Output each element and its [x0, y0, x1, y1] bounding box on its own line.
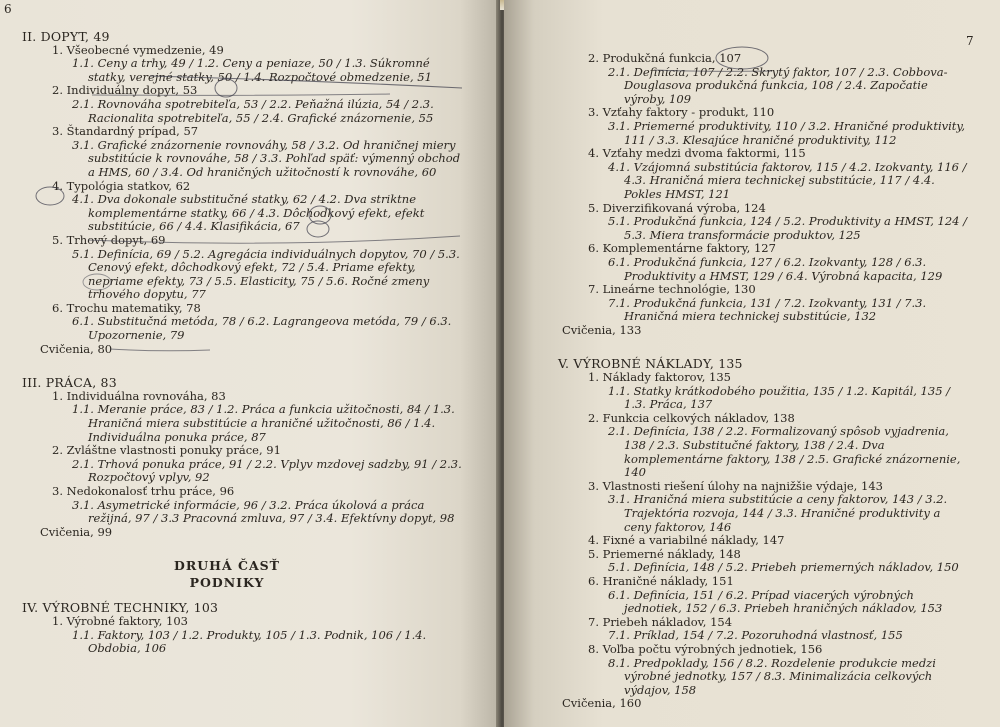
toc-subsections: 1.1. Ceny a trhy, 49 / 1.2. Ceny a peniaze, 50 / 1.3. Súkromné statky, verejné statky, 50 / 1.4. Rozpočtové obmedzenie, 51 — [72, 56, 432, 84]
toc-right — [558, 52, 968, 711]
toc-section: 3. Vlastnosti riešení úlohy na najnižšie výdaje, 143 — [588, 478, 883, 493]
exercises-entry: Cvičenia, 133 — [562, 322, 642, 337]
toc-section: 6. Hraničné náklady, 151 — [588, 573, 734, 588]
toc-section: 1. Náklady faktorov, 135 — [588, 370, 732, 385]
toc-section: 4. Vzťahy medzi dvoma faktormi, 115 — [588, 146, 806, 161]
toc-subsections: 2.1. Rovnováha spotrebiteľa, 53 / 2.2. Peňažná ilúzia, 54 / 2.3. Racionalita spotrebiteľa, 55 / 2.4. Grafické znázornenie, 55 — [72, 96, 434, 125]
toc-subsections: 8.1. Predpoklady, 156 / 8.2. Rozdelenie produkcie medzi výrobné jednotky, 157 / 8.3. Minimalizácia celkových výdajov, 158 — [608, 655, 936, 697]
toc-section: 3. Štandardný prípad, 57 — [52, 124, 199, 139]
toc-subsections: 1.1. Faktory, 103 / 1.2. Produkty, 105 / 1.3. Podnik, 106 / 1.4. Obdobia, 106 — [72, 627, 427, 656]
toc-subsections: 4.1. Vzájomná substitúcia faktorov, 115 / 4.2. Izokvanty, 116 / 4.3. Hraničná miera technickej substitúcie, 117 / 4.4. Pokles HMST, 121 — [608, 159, 967, 201]
toc-section: 7. Priebeh nákladov, 154 — [588, 614, 733, 629]
part-title: DRUHÁ ČASŤ — [174, 558, 280, 574]
toc-subsections: 4.1. Dva dokonale substitučné statky, 62 / 4.2. Dva striktne komplementárne statky, 66 / 4.3. Dôchodkový efekt, efekt substitúcie, 66 / 4.4. Klasifikácia, 67 — [72, 192, 425, 234]
toc-section: 1. Výrobné faktory, 103 — [52, 613, 188, 628]
toc-section: 2. Individuálny dopyt, 53 — [52, 83, 198, 98]
exercises-entry: Cvičenia, 80 — [40, 341, 113, 356]
toc-subsections: 5.1. Definícia, 69 / 5.2. Agregácia individuálnych dopytov, 70 / 5.3. Cenový efekt, dôchodkový efekt, 72 / 5.4. Priame efekty, nepriame efekty, 73 / 5.5. Elasticity, 75 / 5.6. Ročné zmeny trhového dopytu, 77 — [72, 246, 460, 302]
toc-subsections: 5.1. Produkčná funkcia, 124 / 5.2. Produktivity a HMST, 124 / 5.3. Miera transformácie produktov, 125 — [608, 214, 968, 242]
toc-subsections: 3.1. Grafické znázornenie rovnováhy, 58 / 3.2. Od hraničnej miery substitúcie k rovnováhe, 58 / 3.3. Pohľad späť: výmenný obchod a HMS, 60 / 3.4. Od hraničných užitočností k rovnováhe, 60 — [72, 137, 461, 179]
toc-subsections: 3.1. Priemerné produktivity, 110 / 3.2. Hraničné produktivity, 111 / 3.3. Klesajúce hraničné produktivity, 112 — [608, 118, 966, 147]
page-number: 6 — [4, 2, 12, 16]
toc-subsections: 1.1. Statky krátkodobého použitia, 135 / 1.2. Kapitál, 135 / 1.3. Práca, 137 — [608, 383, 951, 412]
toc-section: 2. Produkčná funkcia, 107 — [588, 51, 742, 65]
toc-section: 2. Zvláštne vlastnosti ponuky práce, 91 — [52, 443, 281, 458]
chapter-heading: II. DOPYT, 49 — [22, 29, 110, 44]
toc-subsections: 6.1. Definícia, 151 / 6.2. Prípad viacerých výrobných jednotiek, 152 / 6.3. Priebeh hraničných nákladov, 153 — [608, 587, 943, 616]
toc-subsections: 7.1. Príklad, 154 / 7.2. Pozoruhodná vlastnosť, 155 — [608, 628, 903, 643]
toc-section: 4. Typológia statkov, 62 — [52, 178, 191, 193]
toc-subsections: 6.1. Produkčná funkcia, 127 / 6.2. Izokvanty, 128 / 6.3. Produktivity a HMST, 129 / 6.4. Výrobná kapacita, 129 — [608, 254, 943, 283]
toc-section: 7. Lineárne technológie, 130 — [588, 282, 756, 297]
exercises-entry: Cvičenia, 160 — [562, 696, 642, 711]
toc-section: 6. Komplementárne faktory, 127 — [588, 241, 776, 256]
toc-subsections: 1.1. Meranie práce, 83 / 1.2. Práca a funkcia užitočnosti, 84 / 1.3. Hraničná miera substitúcie a hraničné užitočnosti, 86 / 1.4. Individuálna ponuka práce, 87 — [72, 402, 455, 444]
toc-subsections: 2.1. Trhová ponuka práce, 91 / 2.2. Vplyv mzdovej sadzby, 91 / 2.3. Rozpočtový vplyv, 92 — [72, 456, 462, 485]
toc-section: 8. Voľba počtu výrobných jednotiek, 156 — [588, 641, 823, 656]
page-number: 7 — [966, 34, 974, 48]
toc-section: 3. Nedokonalosť trhu práce, 96 — [52, 484, 235, 498]
toc-section: 5. Priemerné náklady, 148 — [588, 546, 741, 561]
toc-section: 5. Trhový dopyt, 69 — [52, 232, 166, 247]
toc-subsections: 5.1. Definícia, 148 / 5.2. Priebeh priemerných nákladov, 150 — [608, 560, 959, 575]
part-subtitle: PODNIKY — [189, 575, 265, 591]
toc-section: 1. Všeobecné vymedzenie, 49 — [52, 42, 224, 57]
right-page — [504, 0, 1000, 727]
toc-section: 2. Funkcia celkových nákladov, 138 — [588, 410, 795, 425]
toc-subsections: 3.1. Asymetrické informácie, 96 / 3.2. Práca úkolová a práca režijná, 97 / 3.3 Pracovná zmluva, 97 / 3.4. Efektívny dopyt, 98 — [72, 497, 455, 526]
toc-subsections: 2.1. Definícia, 107 / 2.2. Skrytý faktor, 107 / 2.3. Cobbova-Douglasova produkčná funkcia, 108 / 2.4. Započatie výroby, 109 — [608, 64, 948, 106]
toc-section: 5. Diverzifikovaná výroba, 124 — [588, 200, 766, 215]
chapter-heading: V. VÝROBNÉ NÁKLADY, 135 — [558, 356, 743, 372]
exercises-entry: Cvičenia, 99 — [40, 524, 113, 539]
toc-subsections: 2.1. Definícia, 138 / 2.2. Formalizovaný spôsob vyjadrenia, 138 / 2.3. Substitučné faktory, 138 / 2.4. Dva komplementárne faktory, 138 / 2.5. Grafické znázornenie, 140 — [608, 424, 961, 480]
toc-subsections: 7.1. Produkčná funkcia, 131 / 7.2. Izokvanty, 131 / 7.3. Hraničná miera technickej substitúcie, 132 — [608, 295, 927, 324]
toc-section: 4. Fixné a variabilné náklady, 147 — [588, 533, 785, 548]
toc-section: 1. Individuálna rovnováha, 83 — [52, 388, 226, 403]
chapter-heading: IV. VÝROBNÉ TECHNIKY, 103 — [22, 600, 219, 616]
toc-subsections: 3.1. Hraničná miera substitúcie a ceny faktorov, 143 / 3.2. Trajektória rozvoja, 144 / 3.3. Hraničné produktivity a ceny faktorov, 146 — [608, 492, 948, 534]
toc-left — [22, 30, 462, 656]
toc-section: 6. Trochu matematiky, 78 — [52, 300, 201, 315]
chapter-heading: III. PRÁCA, 83 — [22, 375, 117, 391]
toc-subsections: 6.1. Substitučná metóda, 78 / 6.2. Lagrangeova metóda, 79 / 6.3. Upozornenie, 79 — [72, 314, 452, 343]
toc-section: 3. Vzťahy faktory - produkt, 110 — [588, 105, 775, 120]
